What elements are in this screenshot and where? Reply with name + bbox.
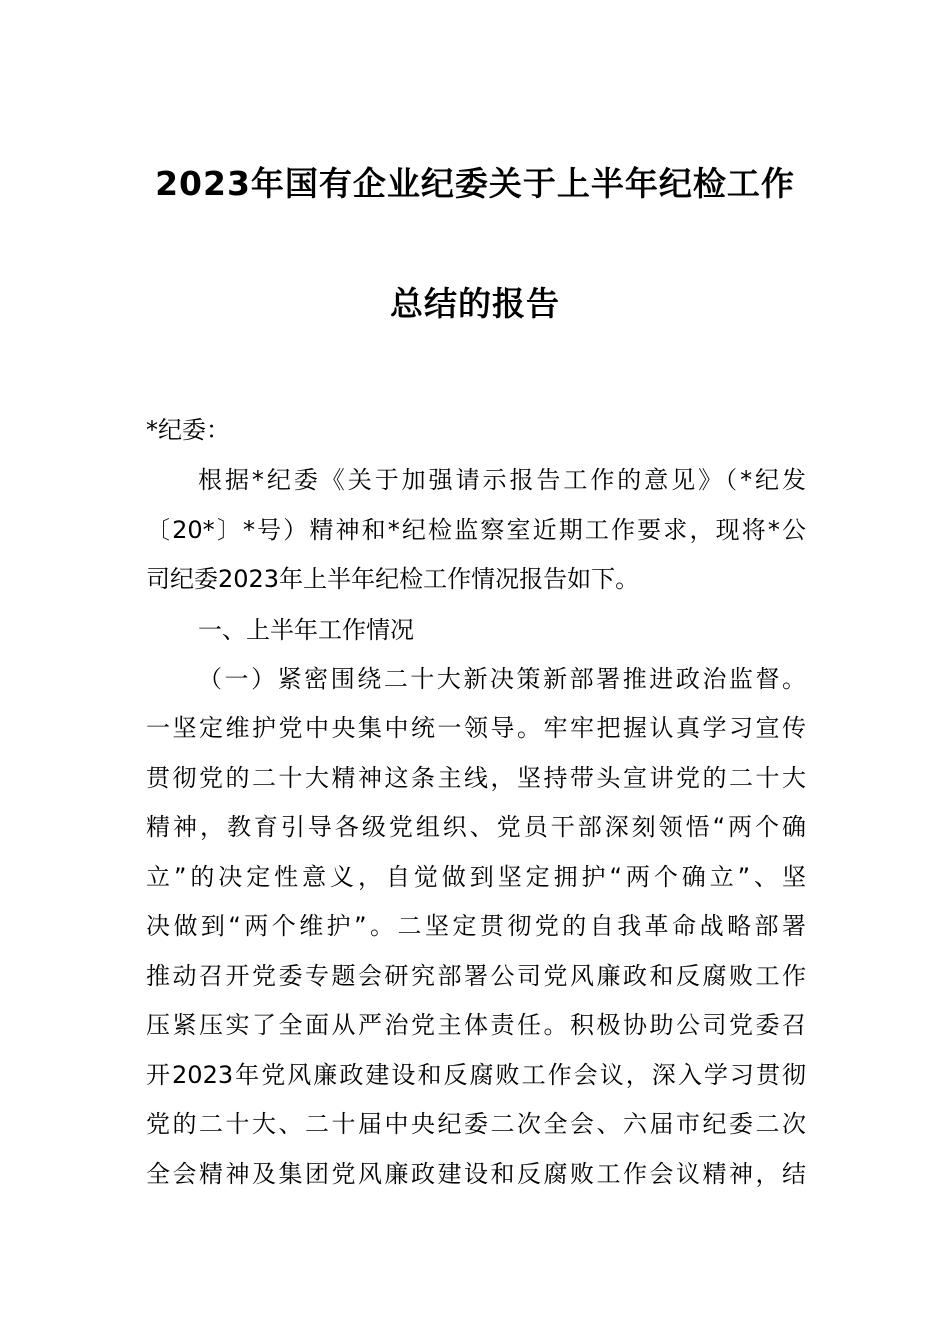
paragraph-2-line-5: 立”的决定性意义，自觉做到坚定拥护“两个确立”、坚 xyxy=(146,863,806,891)
salutation: *纪委： xyxy=(146,416,230,444)
paragraph-2-line-8: 压紧压实了全面从严治党主体责任。积极协助公司党委召 xyxy=(146,1011,806,1039)
paragraph-1-line-3: 司纪委2023年上半年纪检工作情况报告如下。 xyxy=(146,565,640,593)
section-1-heading: 一、上半年工作情况 xyxy=(198,616,414,644)
paragraph-1-line-1: 根据*纪委《关于加强请示报告工作的意见》（*纪发 xyxy=(198,466,806,494)
document-title-line-2: 总结的报告 xyxy=(390,284,560,323)
paragraph-2-line-1: （一）紧密围绕二十大新决策新部署推进政治监督。 xyxy=(198,665,806,693)
paragraph-2-line-2: 一坚定维护党中央集中统一领导。牢牢把握认真学习宣传 xyxy=(146,714,806,742)
paragraph-1-line-2: 〔20*〕*号）精神和*纪检监察室近期工作要求，现将*公 xyxy=(146,516,806,544)
paragraph-2-line-4: 精神，教育引导各级党组织、党员干部深刻领悟“两个确 xyxy=(146,813,806,841)
paragraph-2-line-10: 党的二十大、二十届中央纪委二次全会、六届市纪委二次 xyxy=(146,1110,806,1138)
paragraph-2-line-6: 决做到“两个维护”。二坚定贯彻党的自我革命战略部署 xyxy=(146,912,806,940)
paragraph-2-line-3: 贯彻党的二十大精神这条主线，坚持带头宣讲党的二十大 xyxy=(146,764,806,792)
paragraph-2-line-9: 开2023年党风廉政建设和反腐败工作会议，深入学习贯彻 xyxy=(146,1061,806,1089)
paragraph-2-line-7: 推动召开党委专题会研究部署公司党风廉政和反腐败工作 xyxy=(146,962,806,990)
document-title-line-1: 2023年国有企业纪委关于上半年纪检工作 xyxy=(155,164,795,203)
paragraph-2-line-11: 全会精神及集团党风廉政建设和反腐败工作会议精神，结 xyxy=(146,1160,806,1188)
